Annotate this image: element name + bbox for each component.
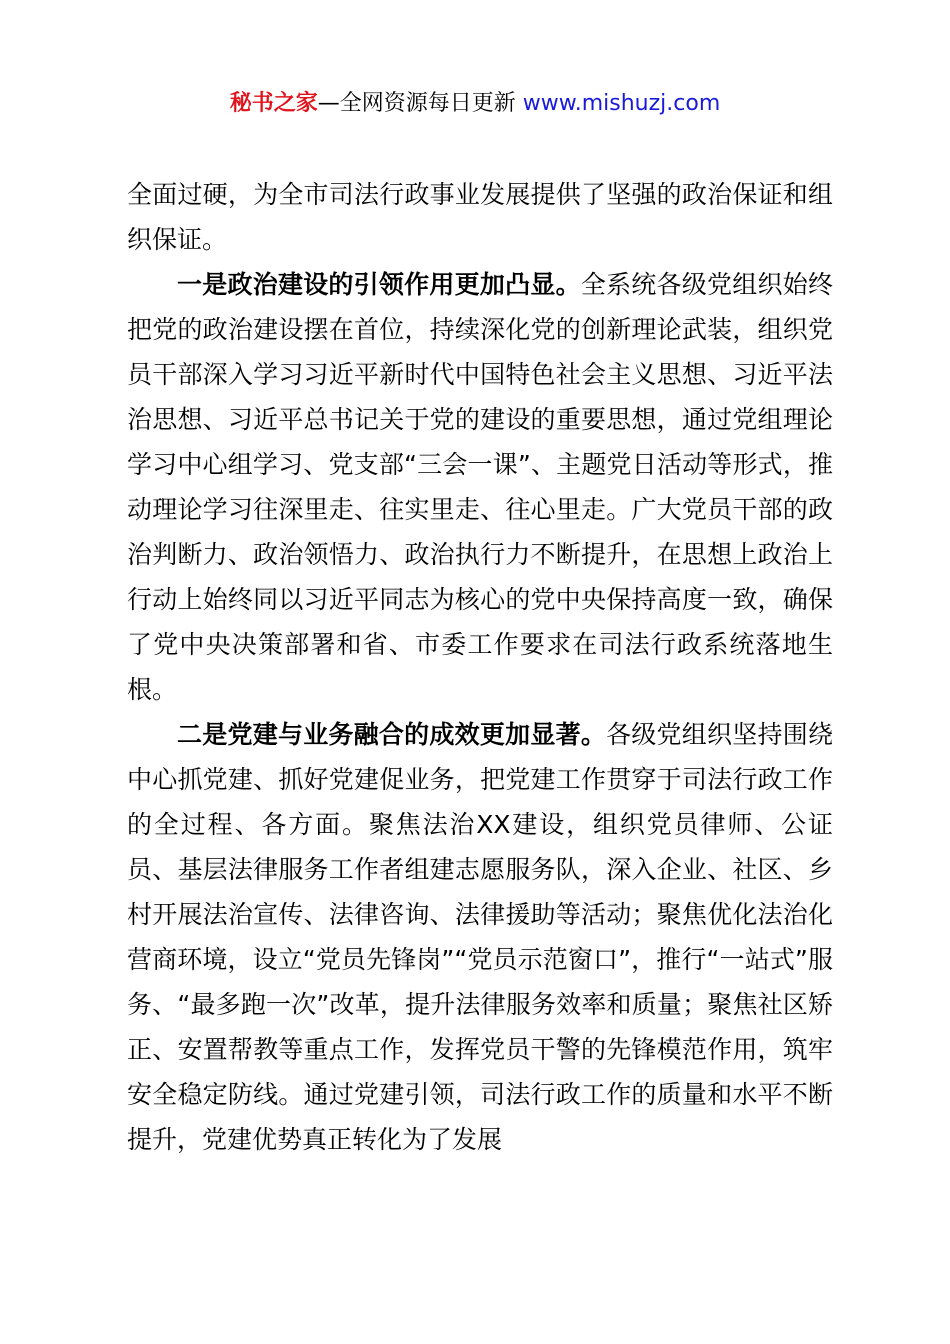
paragraph-continuation [127,172,833,262]
paragraph-lead-heading: 一是政治建设的引领作用更加凸显。 [177,270,581,299]
page-header [0,86,950,122]
paragraph-political-building [127,262,833,712]
document-body [127,172,833,1162]
paragraph-text: 全面过硬，为全市司法行政事业发展提供了坚强的政治保证和组织保证。 [127,180,833,254]
website-link[interactable]: www.mishuzj.com [522,91,721,116]
paragraph-text: 全系统各级党组织始终把党的政治建设摆在首位，持续深化党的创新理论武装，组织党员干部深入学习习近平新时代中国特色社会主义思想、习近平法治思想、习近平总书记关于党的建设的重要思想，通过党组理论学习中心组学习、党支部“三会一课”、主题党日活动等形式，推动理论学习往深里走、往实里走、往心里走。广大党员干部的政治判断力、政治领悟力、政治执行力不断提升，在思想上政治上行动上始终同以习近平同志为核心的党中央保持高度一致，确保了党中央决策部署和省、市委工作要求在司法行政系统落地生根。 [127,270,833,704]
paragraph-lead-heading: 二是党建与业务融合的成效更加显著。 [177,720,607,749]
brand-name: 秘书之家 [229,91,318,116]
header-slogan: —全网资源每日更新 [317,91,516,116]
paragraph-text: 各级党组织坚持围绕中心抓党建、抓好党建促业务，把党建工作贯穿于司法行政工作的全过程、各方面。聚焦法治XX建设，组织党员律师、公证员、基层法律服务工作者组建志愿服务队，深入企业、社区、乡村开展法治宣传、法律咨询、法律援助等活动；聚焦优化法治化营商环境，设立“党员先锋岗”“党员示范窗口”，推行“一站式”服务、“最多跑一次”改革，提升法律服务效率和质量；聚焦社区矫正、安置帮教等重点工作，发挥党员干警的先锋模范作用，筑牢安全稳定防线。通过党建引领，司法行政工作的质量和水平不断提升，党建优势真正转化为了发展 [127,720,833,1154]
paragraph-party-business-integration [127,712,833,1162]
